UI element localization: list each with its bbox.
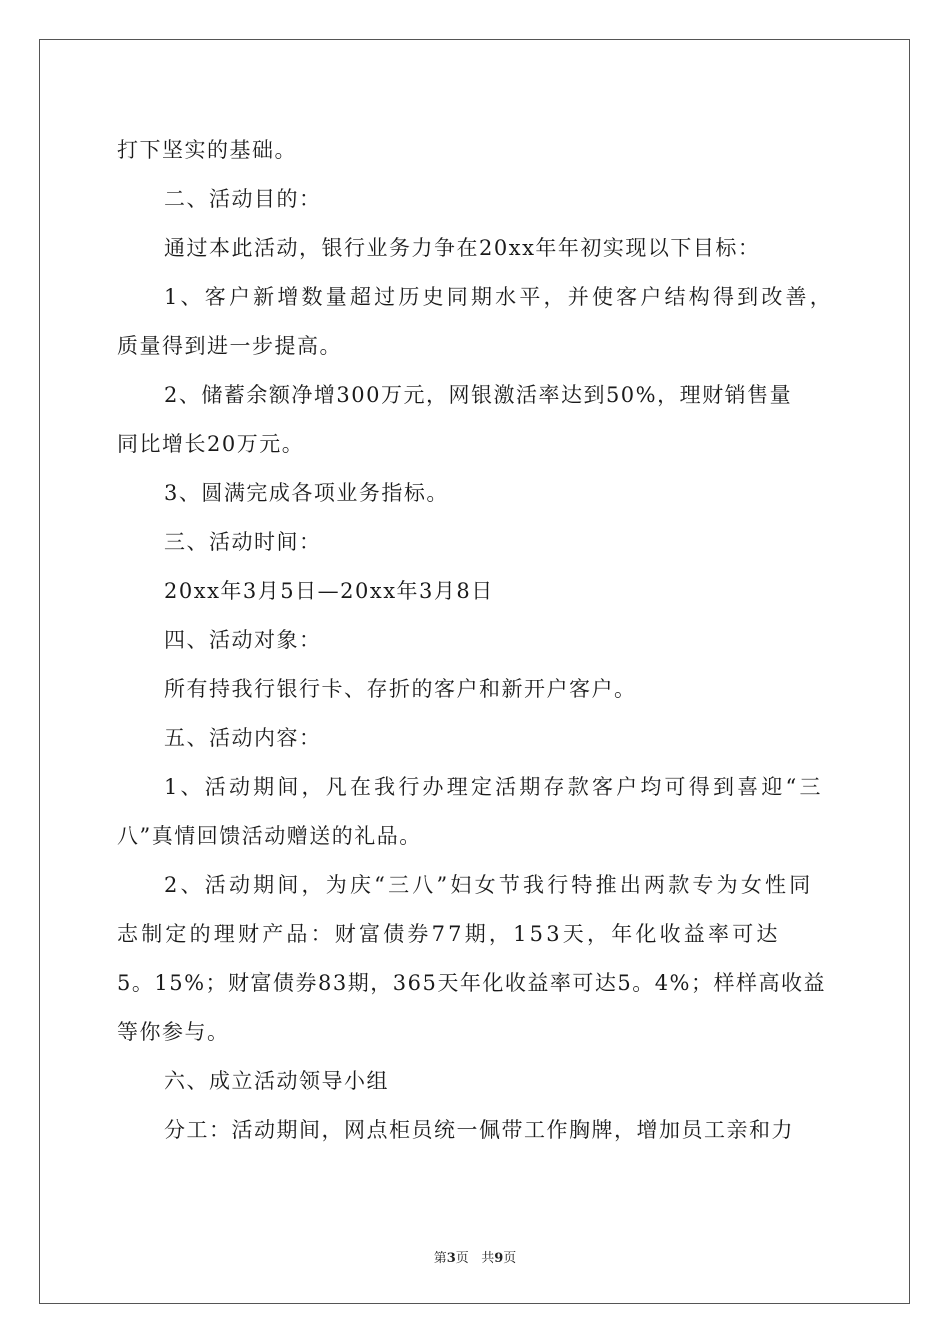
list-item-2-cont: 同比增长20万元。 (117, 432, 305, 456)
section-heading-content: 五、活动内容： (164, 726, 322, 750)
section-heading-leadership: 六、成立活动领导小组 (164, 1069, 389, 1093)
page-suffix: 页 (455, 1251, 469, 1266)
list-item-1: 1、客户新增数量超过历史同期水平，并使客户结构得到改善， (164, 285, 834, 309)
target-description: 所有持我行银行卡、存折的客户和新开户客户。 (164, 677, 637, 701)
content-item-2: 2、活动期间，为庆“三八”妇女节我行特推出两款专为女性同 (164, 873, 814, 897)
content-item-1-cont: 八”真情回馈活动赠送的礼品。 (117, 824, 422, 848)
section-heading-target: 四、活动对象： (164, 628, 322, 652)
paragraph-line-1: 打下坚实的基础。 (117, 138, 297, 162)
total-suffix: 页 (503, 1251, 517, 1266)
total-prefix: 共 (481, 1251, 495, 1266)
division-of-labor: 分工：活动期间，网点柜员统一佩带工作胸牌，增加员工亲和力 (164, 1118, 794, 1142)
document-body (117, 126, 837, 1155)
paragraph-line-3: 通过本此活动，银行业务力争在20xx年年初实现以下目标： (164, 236, 761, 260)
content-item-2-cont-3: 等你参与。 (117, 1020, 230, 1044)
total-pages: 9 (494, 1251, 504, 1266)
page-prefix: 第 (433, 1251, 447, 1266)
page-number: 3 (446, 1251, 456, 1266)
page-footer (0, 1247, 950, 1266)
activity-dates: 20xx年3月5日—20xx年3月8日 (164, 579, 494, 603)
list-item-2: 2、储蓄余额净增300万元，网银激活率达到50%，理财销售量 (164, 383, 793, 407)
list-item-1-cont: 质量得到进一步提高。 (117, 334, 342, 358)
content-item-2-cont-1: 志制定的理财产品：财富债券77期，153天，年化收益率可达 (117, 922, 781, 946)
section-heading-purpose: 二、活动目的： (164, 187, 322, 211)
section-heading-time: 三、活动时间： (164, 530, 322, 554)
content-item-2-cont-2: 5。15%；财富债券83期，365天年化收益率可达5。4%；样样高收益 (117, 971, 827, 995)
content-item-1: 1、活动期间，凡在我行办理定活期存款客户均可得到喜迎“三 (164, 775, 824, 799)
list-item-3: 3、圆满完成各项业务指标。 (164, 481, 449, 505)
